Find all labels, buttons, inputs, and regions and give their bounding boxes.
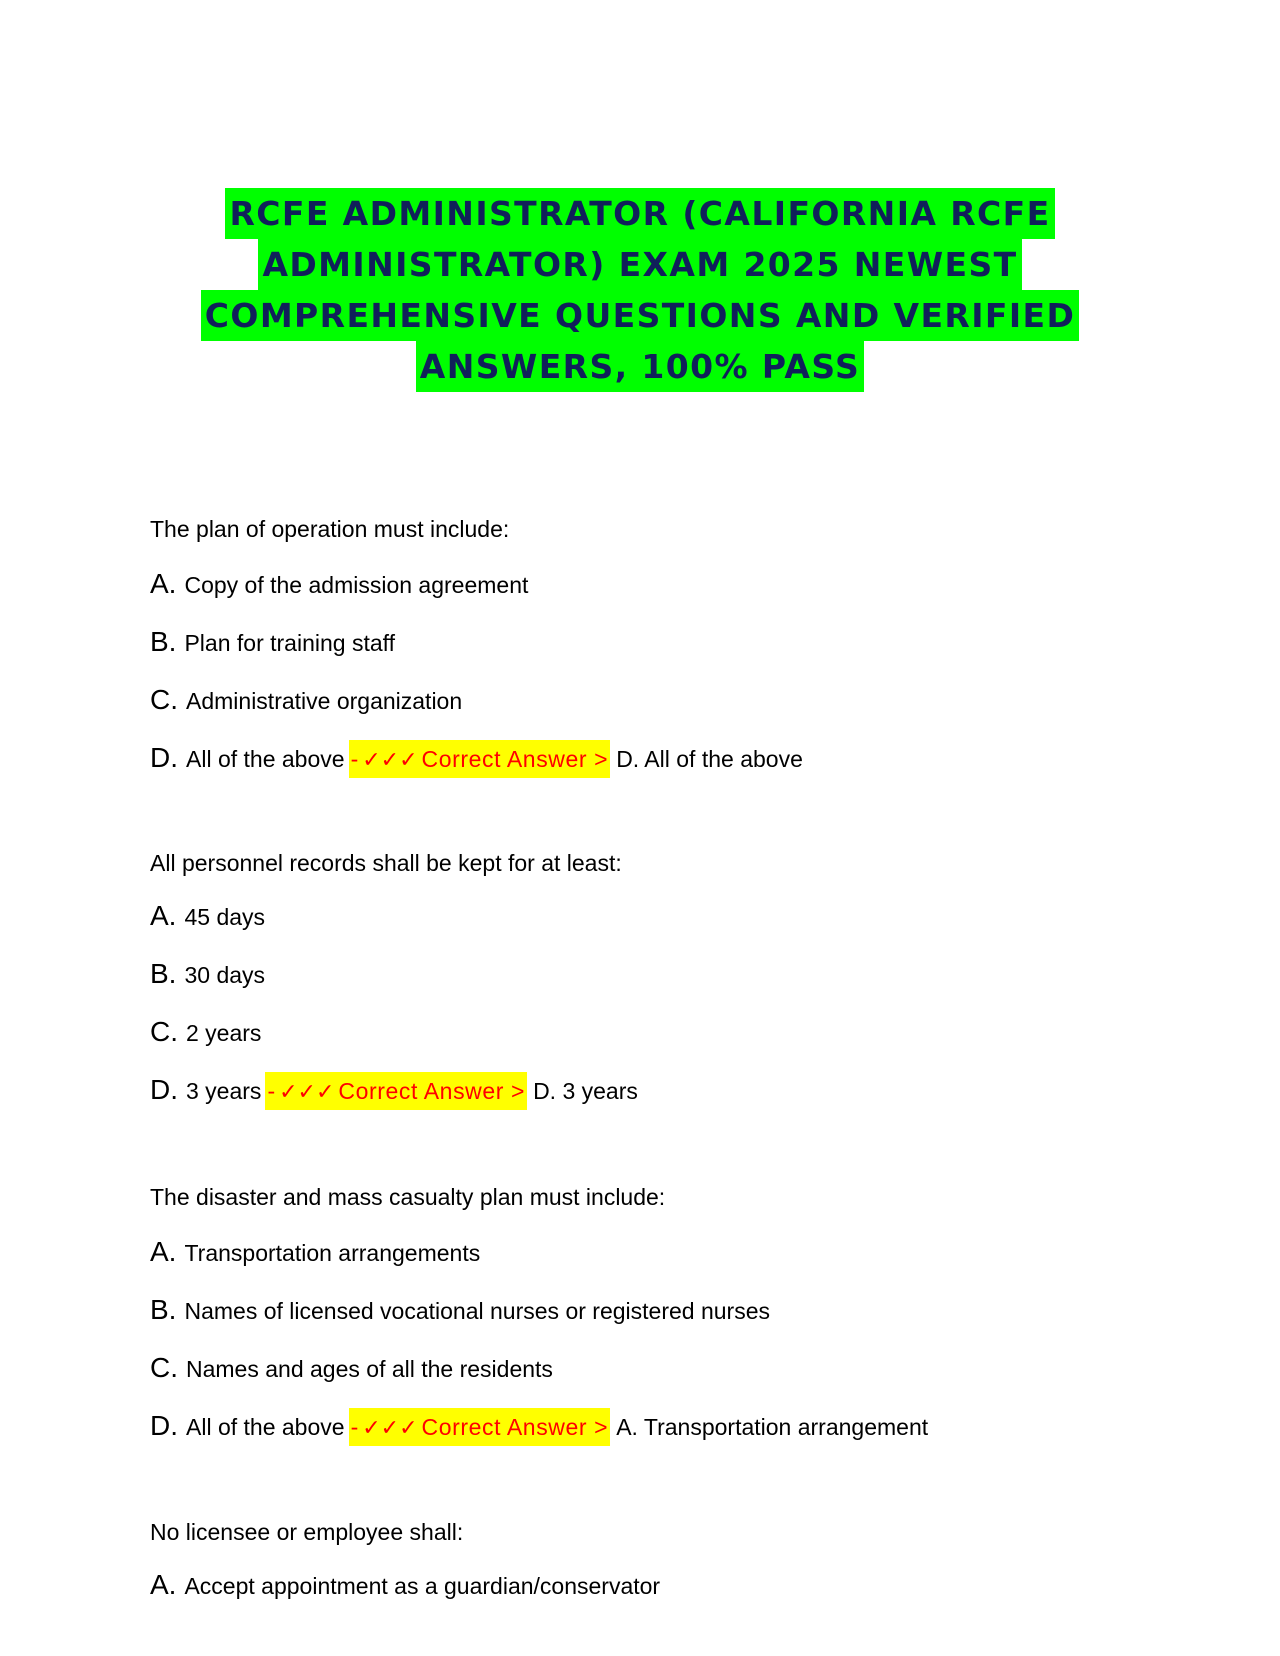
option-text: 30 days — [184, 962, 266, 988]
question-block — [150, 1181, 928, 1455]
title-line: COMPREHENSIVE QUESTIONS AND VERIFIED — [0, 290, 1280, 341]
option-c — [150, 1339, 928, 1397]
option-text: Accept appointment as a guardian/conservator — [184, 1573, 661, 1599]
checkmark-icon: ✓✓✓ — [279, 1079, 335, 1105]
question-block — [150, 1516, 660, 1614]
question-block — [150, 513, 803, 787]
option-letter: D. — [150, 742, 178, 773]
option-letter: C. — [150, 1016, 178, 1047]
option-text: 45 days — [184, 904, 266, 930]
option-letter: A. — [150, 900, 177, 931]
option-letter: A. — [150, 1569, 177, 1600]
option-text: Administrative organization — [186, 688, 463, 714]
option-a — [150, 1556, 660, 1614]
correct-answer-label: Correct Answer > — [338, 1077, 526, 1104]
marker-dash: - — [267, 1077, 276, 1104]
correct-answer-marker — [349, 740, 611, 778]
option-letter: B. — [150, 1294, 177, 1325]
option-b — [150, 613, 803, 671]
option-letter: B. — [150, 958, 177, 989]
correct-answer-value: D. 3 years — [533, 1078, 638, 1104]
title-line: ANSWERS, 100% PASS — [0, 341, 1280, 392]
option-text: Names of licensed vocational nurses or registered nurses — [184, 1298, 770, 1324]
option-text: Transportation arrangements — [184, 1240, 481, 1266]
marker-dash: - — [350, 1413, 359, 1440]
checkmark-icon: ✓✓✓ — [362, 747, 418, 773]
option-letter: A. — [150, 568, 177, 599]
option-letter: B. — [150, 626, 177, 657]
option-letter: C. — [150, 1352, 178, 1383]
question-block — [150, 847, 638, 1119]
option-c — [150, 671, 803, 729]
correct-answer-label: Correct Answer > — [421, 745, 609, 772]
checkmark-icon: ✓✓✓ — [362, 1415, 418, 1441]
question-text: The disaster and mass casualty plan must include: — [150, 1184, 666, 1210]
option-d — [150, 1397, 928, 1455]
option-letter: C. — [150, 684, 178, 715]
option-letter: D. — [150, 1410, 178, 1441]
option-a — [150, 887, 638, 945]
question-text: All personnel records shall be kept for at least: — [150, 850, 622, 876]
option-text: 2 years — [186, 1020, 262, 1046]
option-a — [150, 555, 803, 613]
question-text: No licensee or employee shall: — [150, 1519, 464, 1545]
correct-answer-value: A. Transportation arrangement — [616, 1414, 929, 1440]
question-text: The plan of operation must include: — [150, 516, 510, 542]
option-b — [150, 1281, 928, 1339]
option-text: All of the above — [186, 1414, 345, 1440]
marker-dash: - — [350, 745, 359, 772]
option-d — [150, 729, 803, 787]
option-letter: D. — [150, 1074, 178, 1105]
option-text: Names and ages of all the residents — [186, 1356, 553, 1382]
document-title — [0, 188, 1280, 392]
correct-answer-marker — [349, 1408, 611, 1446]
option-text: Copy of the admission agreement — [184, 572, 529, 598]
option-text: 3 years — [186, 1078, 262, 1104]
title-line: ADMINISTRATOR) EXAM 2025 NEWEST — [0, 239, 1280, 290]
correct-answer-label: Correct Answer > — [421, 1413, 609, 1440]
correct-answer-marker — [265, 1072, 527, 1110]
option-a — [150, 1223, 928, 1281]
option-text: Plan for training staff — [184, 630, 395, 656]
title-line: RCFE ADMINISTRATOR (CALIFORNIA RCFE — [0, 188, 1280, 239]
correct-answer-value: D. All of the above — [616, 746, 803, 772]
option-text: All of the above — [186, 746, 345, 772]
option-d — [150, 1061, 638, 1119]
option-c — [150, 1003, 638, 1061]
option-letter: A. — [150, 1236, 177, 1267]
option-b — [150, 945, 638, 1003]
